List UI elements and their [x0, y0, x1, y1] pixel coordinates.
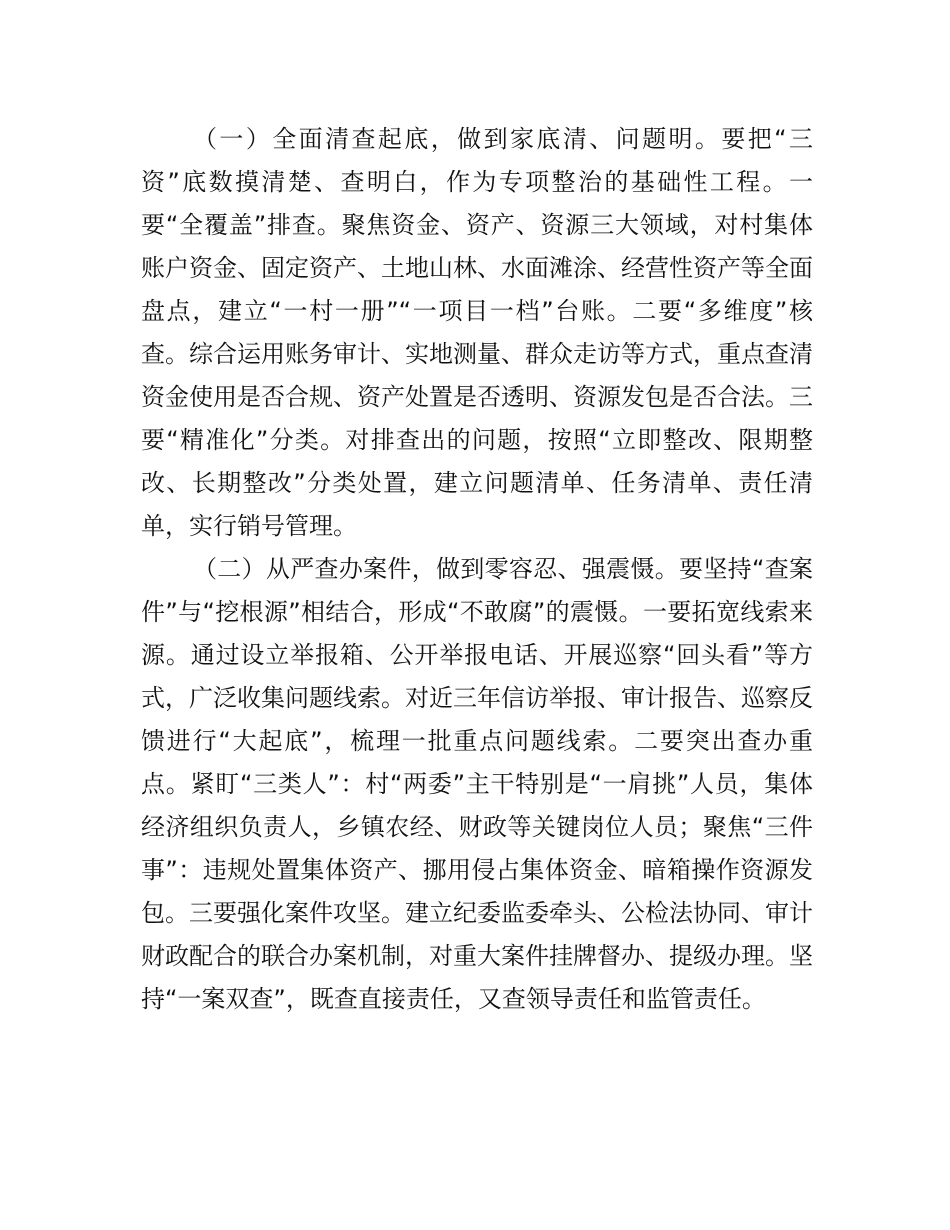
document-body — [141, 118, 813, 1021]
paragraph-2: （二）从严查办案件，做到零容忍、强震慑。要坚持“查案件”与“挖根源”相结合，形成“不敢腐”的震慑。一要拓宽线索来源。通过设立举报箱、公开举报电话、开展巡察“回头看”等方式，广泛收集问题线索。对近三年信访举报、审计报告、巡察反馈进行“大起底”，梳理一批重点问题线索。二要突出查办重点。紧盯“三类人”：村“两委”主干特别是“一肩挑”人员，集体经济组织负责人，乡镇农经、财政等关键岗位人员；聚焦“三件事”：违规处置集体资产、挪用侵占集体资金、暗箱操作资源发包。三要强化案件攻坚。建立纪委监委牵头、公检法协同、审计财政配合的联合办案机制，对重大案件挂牌督办、提级办理。坚持“一案双查”，既查直接责任，又查领导责任和监管责任。 — [141, 555, 813, 1013]
paragraph-1: （一）全面清查起底，做到家底清、问题明。要把“三资”底数摸清楚、查明白，作为专项整治的基础性工程。一要“全覆盖”排查。聚焦资金、资产、资源三大领域，对村集体账户资金、固定资产、土地山林、水面滩涂、经营性资产等全面盘点，建立“一村一册”“一项目一档”台账。二要“多维度”核查。综合运用账务审计、实地测量、群众走访等方式，重点查清资金使用是否合规、资产处置是否透明、资源发包是否合法。三要“精准化”分类。对排查出的问题，按照“立即整改、限期整改、长期整改”分类处置，建立问题清单、任务清单、责任清单，实行销号管理。 — [141, 125, 813, 540]
